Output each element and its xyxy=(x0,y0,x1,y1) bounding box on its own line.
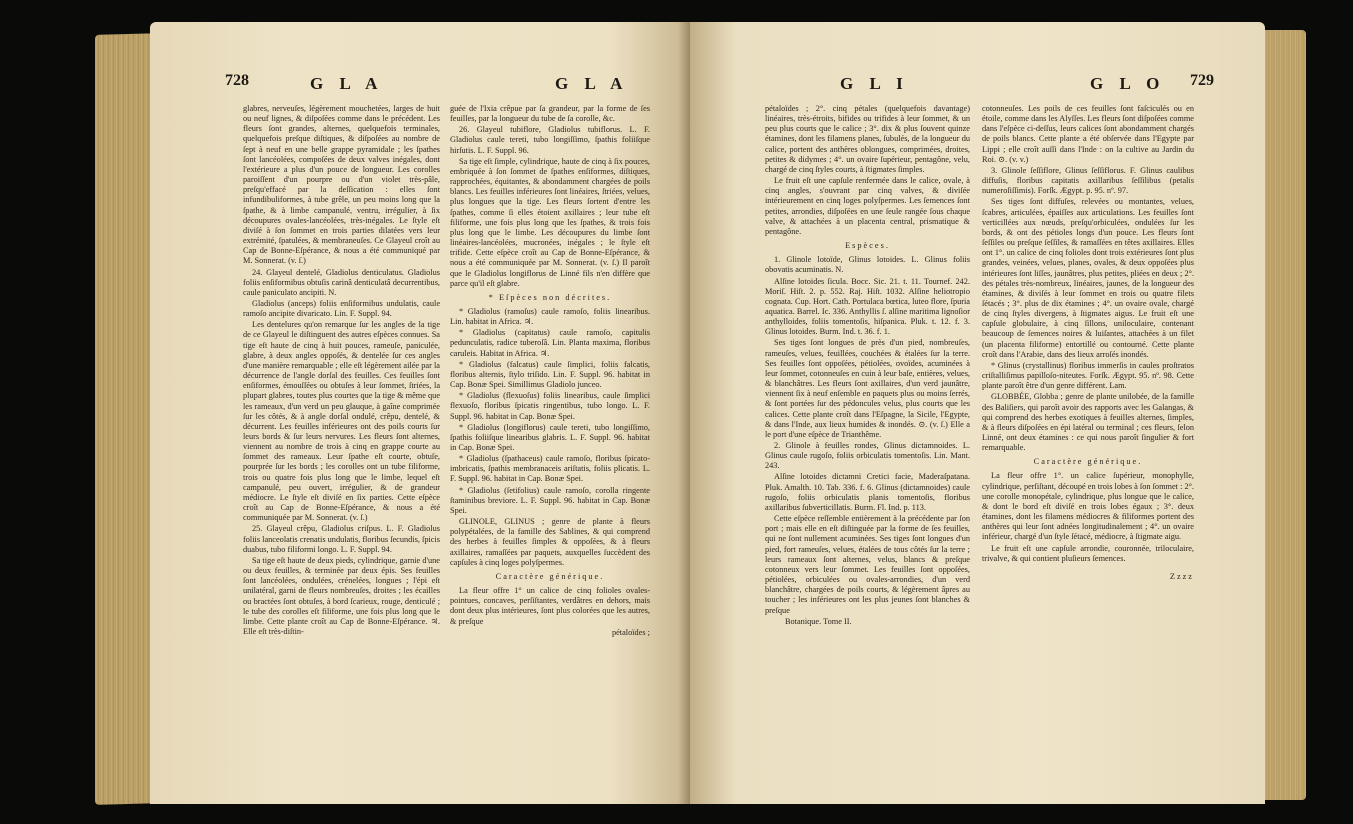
section-heading: * Eſpèces non décrites. xyxy=(488,292,612,302)
paragraph: Ses tiges ſont diffuſes, relevées ou montantes, velues, ſcabres, articulées, épaiſſes aux articulations. Les feuilles ſont verticillées aux nœuds, preſqu'orbiculées, ondulées ſur les bords, & ont des pétioles longs d'un pouce. Les fleurs ſont ſeſſiles ou preſque ſeſſiles, & ramaſſées en têtes axillaires. Elles ont 1°. un calice de cinq folioles dont trois extérieures ſont plus grandes, veinées, velues, planes, ovales, & deux oppoſées plus intérieures ſont liſſes, jaunâtres, plus petites, pliées en deux ; 2°. des pétales très-nombreux, linéaires, jaunes, de la longueur des étamines, & diviſés à leur ſommet en trois ou quatre filets ſétacés ; 3°. plus de dix étamines ; 4°. un ovaire ovale, chargé de cinq ſtyles divergens, à ſtigmates aigus. Le fruit eſt une capſule globulaire, à cinq ſillons, uniloculaire, contenant beaucoup de ſemences noires & luiſantes, attachées à un filet (un placenta filiforme) entortillé ou contourné. Cette plante croît dans l'Arabie, dans des lieux arroſés inondés. xyxy=(982,197,1194,359)
catchword: pétaloïdes ; xyxy=(611,627,650,637)
paragraph: Sa tige eſt haute de deux pieds, cylindrique, garnie d'une ou deux feuilles, & terminée par deux épis. Ses feuilles ſont lancéolées, ondulées, crénelées, longues ; l'épi eſt unilatéral, garni de fleurs nombreuſes, droites ; les écailles ou bractées ſont obtuſes, à bord ſcarieux, rouge, denticulé ; le tube des corolles eſt filiforme, une fois plus long que le limbe. Cette plante croît au Cap de Bonne-Eſpérance. ♃. Elle eſt très-diſtin- xyxy=(243,555,440,636)
left-column-1 xyxy=(243,104,440,804)
paragraph: * Gladiolus (longiflorus) caule tereti, tubo longiſſimo, ſpathis foliiſque linearibus glabris. L. F. Suppl. 96. habitat in Cap. Bonæ Spei. xyxy=(450,422,650,452)
paragraph: Alſine lotoides dictamni Cretici facie, Maderaſpatana. Pluk. Amalth. 10. Tab. 336. f. 6. Glinus (dictamnoides) caule rugoſo, foliis orbiculatis planis tomentoſis, floribus axillaribus ſubverticillatis. Burm. Fl. Ind. p. 113. xyxy=(765,472,970,512)
left-page xyxy=(150,22,690,804)
paragraph: Gladiolus (anceps) foliis enſiformibus undulatis, caule ramoſo ancipite divaricato. Lin. F. Suppl. 94. xyxy=(243,298,440,319)
paragraph: La fleur offre 1°. un calice ſupérieur, monophylle, cylindrique, perſiſtant, découpé en trois lobes à ſon ſommet : 2°. une corolle monopétale, cylindrique, plus longue que le calice, & dont le bord eſt diviſé en trois lobes égaux ; 3°. deux étamines, dont les filamens médiocres & filiformes portent des anthères qui leur ſont adnées longitudinalement ; 4°. un ovaire inférieur, chargé d'un ſtyle ſétacé, médiocre, à ſtigmate aigu. xyxy=(982,471,1194,542)
paragraph: * Gladiolus (capitatus) caule ramoſo, capitulis pedunculatis, radice tuberoſâ. Lin. Planta maxima, floribus caruleis. Habitat in Africa. ♃. xyxy=(450,328,650,358)
signature-mark: Botanique. Tome II. xyxy=(785,616,852,626)
right-page-edges xyxy=(1262,30,1306,800)
paragraph: * Gladiolus (ſpathaceus) caule ramoſo, floribus ſpicato-imbricatis, ſpathis membranaceis ariſtatis, foliis plicatis. L. F. Suppl. 96. habitat in Cap. Bonæ Spei. xyxy=(450,454,650,484)
paragraph: * Gladiolus (ramoſus) caule ramoſo, foliis linearibus. Lin. habitat in Africa. ♃. xyxy=(450,306,650,327)
right-running-head-left: G L I xyxy=(840,74,909,93)
right-running-head-right: G L O xyxy=(1090,74,1166,93)
left-page-number: 728 xyxy=(225,72,249,89)
paragraph: Sa tige eſt ſimple, cylindrique, haute de cinq à ſix pouces, embriquée à ſon ſommet de ſpathes enſiformes, diſtiques, rapprochées, équitantes, & abondamment chargées de poils blancs. Les feuilles inférieures ſont linéaires, ſtriées, velues, plus longues que la tige. Les fleurs ſortent d'entre les ſpathes, comme ſi elles étoient axillaires ; leur tube eſt filiforme, une fois plus long que les ſpathes, & trois fois plus long que le limbe. Les découpures du limbe ſont linéaires-lancéolées, mucronées, inégales ; le ſtyle eſt trifide. Cette eſpèce croît au Cap de Bonne-Eſpérance, & nous a été communiquée par M. Sonnerat. (v. ſ.) Il paroît que le Gladiolus longiflorus de Linné fils n'en diffère que parce qu'il eſt glabre. xyxy=(450,156,650,288)
paragraph: cotonneuſes. Les poils de ces feuilles ſont faſciculés ou en étoile, comme dans les Alyſſes. Les fleurs ſont diſpoſées comme dans l'eſpèce ci-deſſus, leurs calices ſont abondamment chargés de poils blancs. Cette plante a été obſervée dans l'Egypte par Lippi ; elle croît auſſi dans l'Inde : on la cultive au Jardin du Roi. ⊙. (v. v.) xyxy=(982,104,1194,164)
paragraph: 1. Glinole lotoïde, Glinus lotoides. L. Glinus foliis obovatis acuminatis. N. xyxy=(765,255,970,275)
paragraph: 2. Glinole à feuilles rondes, Glinus dictamnoides. L. Glinus caule rugoſo, foliis orbiculatis tomentoſis. Lin. Mant. 243. xyxy=(765,441,970,471)
section-heading: Espèces. xyxy=(845,241,890,251)
paragraph: Le fruit eſt une capſule arrondie, couronnée, triloculaire, trivalve, & qui contient pluſieurs ſemences. xyxy=(982,543,1194,563)
paragraph: pétaloïdes ; 2°. cinq pétales (quelquefois davantage) linéaires, très-étroits, bifides ou trifides à leur ſommet, & un peu plus courts que le calice ; 3°. dix & plus ſouvent quinze étamines, dont les filamens planes, ſubulés, de la longueur du calice, portent des anthères oblongues, comprimées, droites, petites & didymes ; 4°. un ovaire ſupérieur, pentagône, velu, chargé de cinq ſtyles courts, à ſtigmates ſimples. xyxy=(765,104,970,174)
right-page xyxy=(690,22,1265,804)
right-column-2 xyxy=(982,104,1194,804)
paragraph: 25. Glayeul crêpu, Gladiolus criſpus. L. F. Gladiolus foliis lanceolatis crenatis undulatis, floribus ſecundis, ſpicis duabus, tubo filiformi longo. L. F. Suppl. 94. xyxy=(243,524,440,554)
paragraph: * Gladiolus (flexuoſus) foliis linearibus, caule ſimplici flexuoſo, floribus ſpicatis ringentibus, tubo longo. L. F. Suppl. 96. habitat in Cap. Bonæ Spei. xyxy=(450,391,650,421)
paragraph: GLOBBÉE, Globba ; genre de plante unilobée, de la famille des Baliſiers, qui paroît avoir des rapports avec les Galangas, & qui comprend des herbes exotiques à feuilles alternes, ſimples, & à fleurs diſpoſées en épi latéral ou terminal ; ces fleurs, ſelon Linné, ont deux étamines : ce qui nous paroît ſingulier & fort remarquable. xyxy=(982,392,1194,453)
left-page-edges xyxy=(95,33,157,805)
section-heading: Caractère générique. xyxy=(1033,457,1143,467)
section-heading: Caractère générique. xyxy=(495,571,605,581)
right-page-number: 729 xyxy=(1190,72,1214,89)
paragraph: La fleur offre 1° un calice de cinq folioles ovales-pointues, concaves, perſiſtantes, verdâtres en dehors, mais dont deux plus intérieures, ſont plus colorées que les autres, & preſque xyxy=(450,586,650,626)
left-running-head: G L A xyxy=(310,74,384,93)
paragraph: 26. Glayeul tubiflore, Gladiolus tubiflorus. L. F. Gladiolus caule tereti, tubo longiſſimo, ſpathis foliiſque hirſutis. L. F. Suppl. 96. xyxy=(450,125,650,155)
paragraph: Le fruit eſt une capſule renfermée dans le calice, ovale, à cinq angles, s'ouvrant par cinq valves, & diviſée intérieurement en cinq loges polyſpermes. Les ſemences ſont petites, arrondies, diſpoſées en une ſeule rangée ſous chaque valve, & attachées à un placenta central, prismatique & pentagône. xyxy=(765,176,970,236)
paragraph: GLINOLE, GLINUS ; genre de plante à fleurs polypétalées, de la famille des Sablines, & qui comprend des herbes à feuilles ſimples & oppoſées, & à fleurs axillaires, ramaſſées par paquets, auxquelles ſuccèdent des capſules à cinq loges polyſpermes. xyxy=(450,517,650,567)
paragraph: 3. Glinole ſeſſiflore, Glinus ſeſſiflorus. F. Glinus caulibus diffuſis, floribus capitatis axillaribus ſeſſilibus (petalis numeroſiſſimis). Forſk. Ægypt. p. 95. nº. 97. xyxy=(982,165,1194,196)
right-column-1 xyxy=(765,104,970,804)
paragraph: * Glinus (crystallinus) floribus immerſis in caules proſtratos criſtalliſimus papilloſo-niteutes. Forſk. Ægypt. 95. nº. 98. Cette plante paroît être d'un genre différent. Lam. xyxy=(982,360,1194,391)
signature-mark: Zzzz xyxy=(1169,571,1194,581)
paragraph: Alſine lotoides ſicula. Bocc. Sic. 21. t. 11. Tournef. 242. Moriſ. Hiſt. 2. p. 552. Raj. Hiſt. 1032. Alſine heliotropio cognata. Cup. Hort. Cath. Portulaca bœtica, luteo flore, ſpuria aquatica. Barrel. Ic. 336. Anthyllis ſ. alſine maritima lignoſior anthylloides, foliis tomentoſis, hiſpanica. Pluk. t. 12. f. 3. Glinus lotoides. Burm. Ind. t. 36. f. 1. xyxy=(765,276,970,337)
paragraph: * Gladiolus (falcatus) caule ſimplici, foliis falcatis, floribus alternis, ſtylo triſido. Lin. F. Suppl. 96. habitat in Cap. Bonæ Spei. Simillimus Gladiolo junceo. xyxy=(450,359,650,390)
paragraph: 24. Glayeul dentelé, Gladiolus denticulatus. Gladiolus foliis enſiformibus obtuſis carinâ denticulatâ decurrentibus, caule paniculato ancipiti. N. xyxy=(243,267,440,297)
paragraph: Ses tiges ſont longues de près d'un pied, nombreuſes, rameuſes, velues, feuillées, couchées & étalées ſur la terre. Ses feuilles ſont oppoſées, pétiolées, ovoïdes, acuminées à leur ſommet, cotonneuſes en cuin à leur baſe, entières, velues, & blanchâtres. Les fleurs ſont axillaires, d'un verd jaunâtre, viennent ſix à neuf enſemble en paquets plus ou moins ſerrés, & ſont portées ſur des pédoncules velus, plus courts que les calices. Cette plante croît dans l'Eſpagne, la Sicile, l'Egypte, & dans l'Inde, aux lieux humides & inondés. ⊙. (v. ſ.) Elle a le port d'une eſpèce de Trianthême. xyxy=(765,338,970,439)
paragraph: guée de l'Ixia crêpue par ſa grandeur, par la forme de ſes feuilles, par la longueur du tube de ſa corolle, &c. xyxy=(450,104,650,124)
paragraph: * Gladiolus (ſetifolius) caule ramoſo, corolla ringente ſtaminibus breviore. L. F. Suppl. 96. habitat in Cap. Bonæ Spei. xyxy=(450,485,650,515)
left-column-2 xyxy=(450,104,650,804)
paragraph: Cette eſpèce reſſemble entièrement à la précédente par ſon port ; mais elle en eſt diſtinguée par la forme de ſes feuilles, qui ne ſont nullement acuminées. Ses tiges ſont longues d'un pied, fort rameuſes, velues, étalées de tous côtés ſur la terre ; leurs rameaux ſont alternes, velus, blancs & preſque cotonneux vers leur ſommet. Les feuilles ſont oppoſées, pétiolées, orbiculées ou ovales-arrondies, d'un verd blanchâtre, chargées de poils courts, & légèrement âpres au toucher ; les inférieures ont les plus jeunes ſont blanches & preſque xyxy=(765,514,970,615)
paragraph: Les dentelures qu'on remarque ſur les angles de la tige de ce Glayeul le diſtinguent des autres eſpèces connues. Sa tige eſt haute de cinq à huit pouces, rameuſe, paniculée, glabre, à deux angles oppoſés, & dentelée ſur ces angles d'une manière remarquable ; elle eſt légèrement ailée par la décurrence de l'angle dorſal des feuilles. Ces feuilles ſont enſiformes, émouſſées ou obtuſes à leur ſommet, ſtriées, la plupart glabres, toutes plus courtes que la tige & même que les rameaux, d'un verd un peu glauque, à gaîne comprimée ſur les côtés, & à angle dorſal ondulé, crêpu, dentelé, & décurrent. Les feuilles inférieures ont des poils courts ſur leurs bords & ſur leurs nervures. Les fleurs ſont alternes, viennent au nombre de trois à cinq en grappe courte au ſommet des rameaux. Leur ſpathe eſt courte, obtuſe, pourprée ſur les bords ; les corolles ont un tube filiforme, trois ou quatre fois plus long que le limbe, lequel eſt campanulé, peu ouvert, irrégulier, & de grandeur médiocre. Le ſtyle eſt diviſé en ſix parties. Cette eſpèce croît au Cap de Bonne-Eſpérance, & nous a été communiquée par M. Sonnerat. (v. ſ.) xyxy=(243,320,440,523)
paragraph: glabres, nerveuſes, légèrement mouchetées, larges de huit ou neuf lignes, & diſpoſées comme dans le précédent. Les fleurs ſont grandes, alternes, quelquefois terminales, quelquefois preſque diſtiques, & diſpoſées au nombre de ſept à neuf en une belle grappe pyramidale ; les ſpathes ſont lancéolées, compoſées de deux valves inégales, dont l'extérieure a plus d'un pouce de longueur. Les corolles paroiſſent d'un pourpre ou d'un violet très-pâle, preſqu'effacé par la deſſication : elles ſont infundibuliformes, à tube grêle, un peu moins long que la ſpathe, & à limbe campanulé, ventru, irrégulier, à ſix découpures ovales-lancéolées, très-inégales. Le ſtyle eſt diviſé à ſon ſommet en trois parties dilatées vers leur extrémité, ſpatulées, & membraneuſes. Ce Glayeul croît au Cap de Bonne-Eſpérance, & nous a été communiqué par M. Sonnerat. (v. ſ.) xyxy=(243,104,440,266)
left-running-head-2: G L A xyxy=(555,74,629,93)
